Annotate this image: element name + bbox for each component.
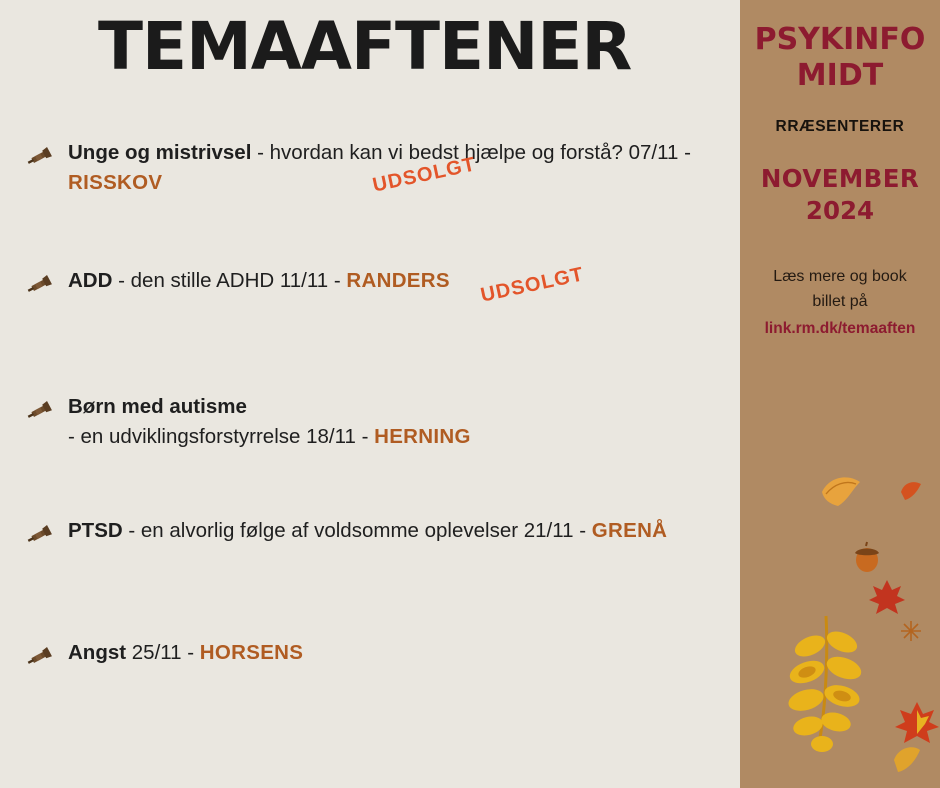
event-title: Angst	[68, 641, 127, 664]
pushpin-icon	[26, 398, 56, 424]
pushpin-icon	[26, 522, 56, 548]
list-item-text	[68, 516, 730, 546]
booking-info	[740, 264, 940, 341]
event-description: 25/11 -	[126, 641, 200, 664]
list-item[interactable]	[0, 638, 740, 698]
event-place: HERNING	[374, 425, 471, 448]
status-badge: UDSOLGT	[370, 153, 478, 197]
leaf-icon	[900, 620, 922, 647]
brand-name	[740, 22, 940, 94]
year-label: 2024	[805, 196, 875, 225]
list-item-text	[68, 392, 730, 452]
event-description: - hvordan kan vi bedst hjælpe og forstå? 07/11 -	[251, 141, 691, 164]
page-title: TEMAAFTENER	[98, 8, 632, 85]
leaf-icon	[818, 472, 864, 517]
event-title: PTSD	[68, 519, 123, 542]
event-description: - en alvorlig følge af voldsomme oplevelser 21/11 -	[122, 519, 592, 542]
list-item-text	[68, 638, 730, 668]
leaf-icon	[890, 742, 924, 781]
pushpin-icon	[26, 272, 56, 298]
booking-line-2: billet på	[812, 293, 868, 310]
rowan-leaf-icon	[782, 612, 866, 757]
event-list	[0, 138, 740, 766]
maple-leaf-icon	[894, 700, 940, 753]
list-item[interactable]	[0, 138, 740, 198]
booking-line-1: Læs mere og book	[773, 268, 907, 285]
event-place: HORSENS	[199, 641, 304, 664]
event-place: RANDERS	[346, 269, 450, 292]
event-place: RISSKOV	[68, 171, 163, 194]
list-item[interactable]	[0, 263, 740, 326]
poster-sidebar	[740, 0, 940, 788]
booking-link[interactable]: link.rm.dk/temaaften	[764, 320, 916, 337]
month-label: NOVEMBER	[760, 164, 920, 193]
presents-label: RRÆSENTERER	[775, 118, 905, 135]
event-description: - den stille ADHD 11/11 -	[112, 269, 347, 292]
acorn-icon	[850, 540, 884, 579]
status-badge: UDSOLGT	[478, 263, 586, 307]
brand-line-1: PSYKINFO	[754, 22, 926, 57]
leaf-icon	[898, 478, 924, 509]
event-description: - en udviklingsforstyrrelse 18/11 -	[68, 425, 375, 448]
list-item[interactable]	[0, 516, 740, 576]
event-title: ADD	[68, 269, 113, 292]
list-item-text	[68, 266, 730, 296]
pushpin-icon	[26, 644, 56, 670]
list-item[interactable]	[0, 392, 740, 452]
event-title: Unge og mistrivsel	[68, 141, 252, 164]
brand-line-2: MIDT	[796, 58, 884, 93]
event-place: GRENÅ	[591, 519, 668, 542]
event-title: Børn med autisme	[68, 395, 247, 418]
pushpin-icon	[26, 144, 56, 170]
maple-leaf-icon	[868, 578, 906, 623]
